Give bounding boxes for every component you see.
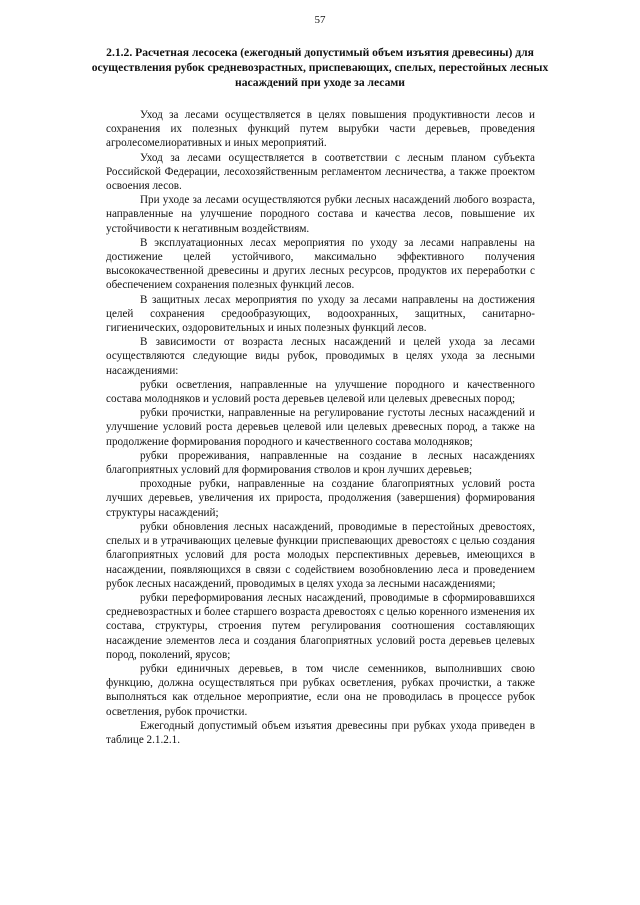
paragraph: В защитных лесах мероприятия по уходу за лесами направлены на достижения целей сохранения средообразующих, водоохранных, защитных, санитарно-гигиенических, оздоровительных и иных полезных функций лесов.: [106, 293, 535, 335]
paragraph: Уход за лесами осуществляется в целях повышения продуктивности лесов и сохранения их полезных функций путем вырубки части деревьев, проведения агролесомелиоративных и иных мероприятий.: [106, 109, 535, 150]
paragraph: рубки переформирования лесных насаждений, проводимые в сформировавшихся средневозрастных и более старшего возраста древостоях с целью коренного изменения их состава, структуры, строения путем регулирования соотношения составляющих насаждение элементов леса и создания благоприятных условий роста деревьев целевых пород, поколений, ярусов;: [106, 591, 535, 661]
paragraph: Уход за лесами осуществляется в соответствии с лесным планом субъекта Российской Федерации, лесохозяйственным регламентом лесничества, а также проектом освоения лесов.: [106, 151, 535, 193]
paragraph: рубки обновления лесных насаждений, проводимые в перестойных древостоях, спелых и в утрачивающих целевые функции приспевающих древостоях с целью создания благоприятных условий для роста молодых перспективных деревьев, имеющихся в насаждении, появляющихся в связи с содействием возобновлению леса и проведением рубок лесных насаждений, проводимых в целях ухода за лесными насаждениями;: [106, 520, 535, 590]
paragraph: проходные рубки, направленные на создание благоприятных условий роста лучших деревьев, увеличения их прироста, продолжения (завершения) формирования структуры насаждений;: [106, 478, 535, 519]
paragraph: рубки единичных деревьев, в том числе семенников, выполнивших свою функцию, должна осуществляться при рубках осветления, рубках прочистки, а также выполняться как отдельное мероприятие, если она не проводилась в процессе рубок осветления, рубок прочистки.: [106, 662, 535, 718]
paragraph: Ежегодный допустимый объем изъятия древесины при рубках ухода приведен в таблице 2.1.2.1.: [106, 719, 535, 746]
body-text: [106, 108, 535, 747]
page-number: 57: [314, 14, 326, 26]
paragraph: При уходе за лесами осуществляются рубки лесных насаждений любого возраста, направленные на улучшение породного состава и качества лесов, повышение их устойчивости к негативным воздействиям.: [106, 194, 535, 235]
paragraph: В зависимости от возраста лесных насаждений и целей ухода за лесами осуществляются следующие виды рубок, проводимых в целях ухода за лесными насаждениями:: [106, 336, 535, 377]
paragraph: рубки прореживания, направленные на создание в лесных насаждениях благоприятных условий для формирования стволов и крон лучших деревьев;: [106, 449, 535, 477]
section-heading: 2.1.2. Расчетная лесосека (ежегодный допустимый объем изъятия древесины) для осуществления рубок средневозрастных, приспевающих, спелых, перестойных лесных насаждений при уходе за лесами: [91, 46, 549, 89]
paragraph: рубки осветления, направленные на улучшение породного и качественного состава молодняков и условий роста деревьев целевой или целевых древесных пород;: [106, 378, 535, 406]
paragraph: В эксплуатационных лесах мероприятия по уходу за лесами направлены на достижение целей устойчивого, максимально эффективного получения высококачественной древесины и других лесных ресурсов, продуктов их переработки с обеспечением сохранения полезных функций лесов.: [106, 236, 535, 292]
paragraph: рубки прочистки, направленные на регулирование густоты лесных насаждений и улучшение условий роста деревьев целевой или целевых древесных пород, а также на продолжение формирования породного и качественного состава молодняков;: [106, 407, 535, 448]
